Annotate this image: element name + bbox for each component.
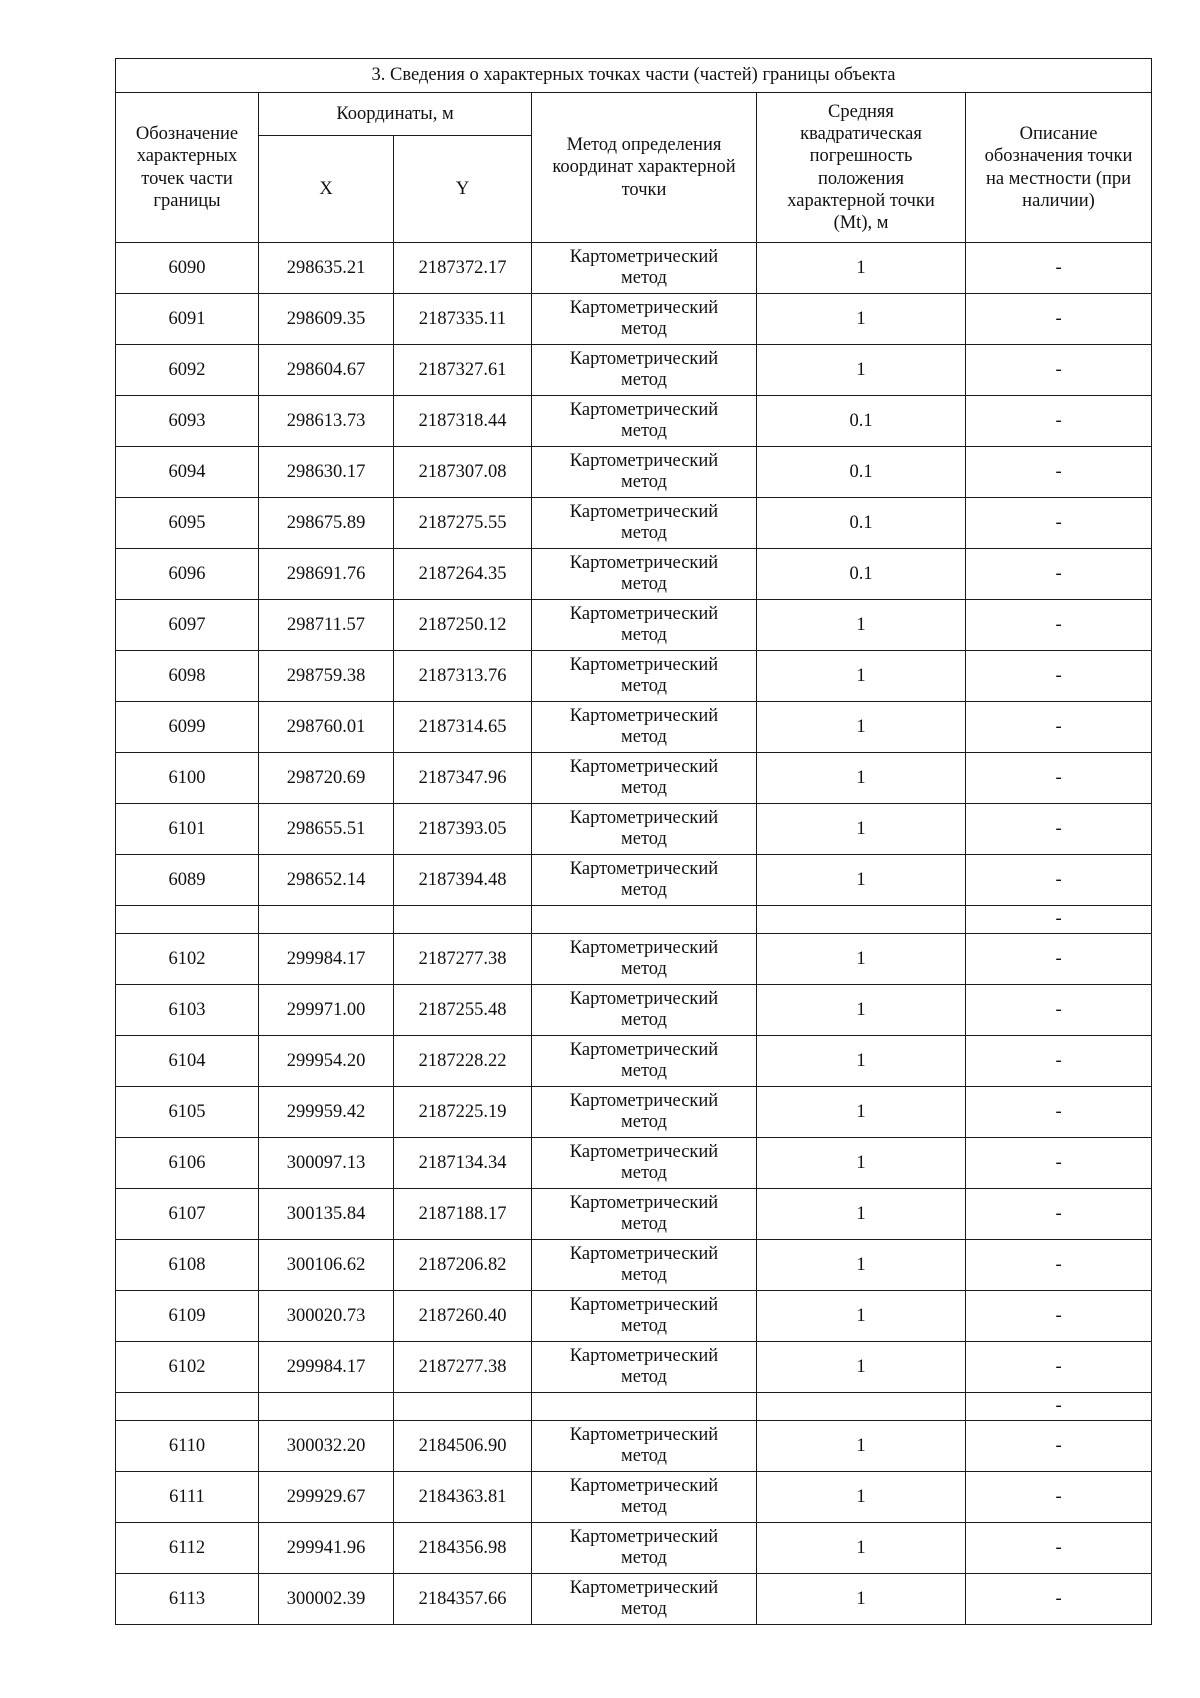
description-cell: - (966, 549, 1152, 600)
x-coordinate-cell: 299929.67 (259, 1472, 394, 1523)
table-row-separator (116, 906, 1152, 934)
method-line: Картометрический (569, 858, 719, 879)
method-line: Картометрический (569, 1090, 719, 1111)
table-row (116, 1036, 1152, 1087)
method-line: Картометрический (569, 654, 719, 675)
method-line: Картометрический (569, 1345, 719, 1366)
table-row (116, 855, 1152, 906)
method-cell (532, 549, 757, 600)
method-cell (532, 1523, 757, 1574)
method-line: Картометрический (569, 246, 719, 267)
method-cell (532, 345, 757, 396)
error-cell: 1 (757, 1523, 966, 1574)
header-method (532, 93, 757, 243)
description-cell: - (966, 1393, 1152, 1421)
method-line: Картометрический (569, 450, 719, 471)
error-cell: 1 (757, 345, 966, 396)
method-cell (532, 1421, 757, 1472)
point-cell: 6100 (116, 753, 259, 804)
method-line: метод (621, 421, 667, 441)
method-line: Картометрический (569, 1192, 719, 1213)
point-cell: 6094 (116, 447, 259, 498)
method-cell (532, 1036, 757, 1087)
point-cell: 6098 (116, 651, 259, 702)
header-description-line: наличии) (1022, 190, 1095, 211)
x-coordinate-cell: 300097.13 (259, 1138, 394, 1189)
error-cell: 1 (757, 243, 966, 294)
y-coordinate-cell: 2187255.48 (394, 985, 532, 1036)
empty-cell (757, 1393, 966, 1421)
table-row-separator (116, 1393, 1152, 1421)
y-coordinate-cell: 2187228.22 (394, 1036, 532, 1087)
point-cell: 6106 (116, 1138, 259, 1189)
y-coordinate-cell: 2187188.17 (394, 1189, 532, 1240)
description-cell: - (966, 1472, 1152, 1523)
empty-cell (116, 906, 259, 934)
description-cell: - (966, 396, 1152, 447)
method-line: метод (621, 1367, 667, 1387)
table-row (116, 1472, 1152, 1523)
method-line: метод (621, 1265, 667, 1285)
method-line: Картометрический (569, 705, 719, 726)
y-coordinate-cell: 2187314.65 (394, 702, 532, 753)
method-cell (532, 396, 757, 447)
y-coordinate-cell: 2184363.81 (394, 1472, 532, 1523)
method-line: Картометрический (569, 756, 719, 777)
header-error-line: положения (818, 168, 904, 189)
point-cell: 6109 (116, 1291, 259, 1342)
method-line: метод (621, 880, 667, 900)
method-line: Картометрический (569, 1294, 719, 1315)
description-cell: - (966, 1523, 1152, 1574)
description-cell: - (966, 1087, 1152, 1138)
point-cell: 6095 (116, 498, 259, 549)
header-x: X (259, 136, 394, 243)
method-line: Картометрический (569, 399, 719, 420)
y-coordinate-cell: 2187275.55 (394, 498, 532, 549)
x-coordinate-cell: 298604.67 (259, 345, 394, 396)
header-error-line: Средняя (828, 101, 894, 122)
header-method-line: координат характерной (552, 157, 736, 178)
header-error-line: квадратическая (800, 124, 922, 145)
method-line: метод (621, 1010, 667, 1030)
y-coordinate-cell: 2187264.35 (394, 549, 532, 600)
header-designation-line: характерных (136, 146, 238, 167)
method-cell (532, 753, 757, 804)
method-line: Картометрический (569, 297, 719, 318)
x-coordinate-cell: 299941.96 (259, 1523, 394, 1574)
table-row (116, 498, 1152, 549)
method-line: Картометрический (569, 1526, 719, 1547)
table-row (116, 600, 1152, 651)
x-coordinate-cell: 298652.14 (259, 855, 394, 906)
empty-cell (394, 906, 532, 934)
error-cell: 0.1 (757, 498, 966, 549)
table-row (116, 1087, 1152, 1138)
header-method-line: точки (621, 179, 667, 200)
error-cell: 1 (757, 804, 966, 855)
error-cell: 1 (757, 294, 966, 345)
error-cell: 1 (757, 855, 966, 906)
table-row (116, 1523, 1152, 1574)
y-coordinate-cell: 2184357.66 (394, 1574, 532, 1625)
method-line: Картометрический (569, 988, 719, 1009)
boundary-points-table (115, 58, 1152, 1625)
header-method-line: Метод определения (566, 135, 722, 156)
table-row (116, 1138, 1152, 1189)
y-coordinate-cell: 2187372.17 (394, 243, 532, 294)
empty-cell (532, 906, 757, 934)
table-row (116, 934, 1152, 985)
method-cell (532, 447, 757, 498)
header-description-line: обозначения точки (984, 146, 1133, 167)
header-designation-line: Обозначение (135, 124, 239, 145)
method-line: метод (621, 1112, 667, 1132)
point-cell: 6101 (116, 804, 259, 855)
y-coordinate-cell: 2184506.90 (394, 1421, 532, 1472)
point-cell: 6105 (116, 1087, 259, 1138)
point-cell: 6099 (116, 702, 259, 753)
x-coordinate-cell: 298635.21 (259, 243, 394, 294)
method-cell (532, 985, 757, 1036)
table-row (116, 1574, 1152, 1625)
y-coordinate-cell: 2187206.82 (394, 1240, 532, 1291)
description-cell: - (966, 345, 1152, 396)
table-row (116, 1189, 1152, 1240)
method-cell (532, 294, 757, 345)
method-cell (532, 1291, 757, 1342)
method-cell (532, 1138, 757, 1189)
point-cell: 6093 (116, 396, 259, 447)
method-line: метод (621, 778, 667, 798)
method-cell (532, 1087, 757, 1138)
x-coordinate-cell: 298711.57 (259, 600, 394, 651)
point-cell: 6102 (116, 934, 259, 985)
method-cell (532, 600, 757, 651)
method-line: метод (621, 268, 667, 288)
method-line: метод (621, 1599, 667, 1619)
description-cell: - (966, 1138, 1152, 1189)
error-cell: 1 (757, 1036, 966, 1087)
method-cell (532, 1240, 757, 1291)
x-coordinate-cell: 298759.38 (259, 651, 394, 702)
point-cell: 6091 (116, 294, 259, 345)
method-cell (532, 1472, 757, 1523)
method-line: Картометрический (569, 937, 719, 958)
method-cell (532, 498, 757, 549)
empty-cell (757, 906, 966, 934)
method-cell (532, 804, 757, 855)
error-cell: 1 (757, 702, 966, 753)
x-coordinate-cell: 298655.51 (259, 804, 394, 855)
table-row (116, 1291, 1152, 1342)
y-coordinate-cell: 2187307.08 (394, 447, 532, 498)
method-line: Картометрический (569, 1577, 719, 1598)
description-cell: - (966, 985, 1152, 1036)
method-cell (532, 1189, 757, 1240)
x-coordinate-cell: 300002.39 (259, 1574, 394, 1625)
error-cell: 0.1 (757, 396, 966, 447)
error-cell: 1 (757, 985, 966, 1036)
table-row (116, 651, 1152, 702)
error-cell: 1 (757, 1291, 966, 1342)
x-coordinate-cell: 298720.69 (259, 753, 394, 804)
x-coordinate-cell: 300032.20 (259, 1421, 394, 1472)
y-coordinate-cell: 2187393.05 (394, 804, 532, 855)
description-cell: - (966, 855, 1152, 906)
x-coordinate-cell: 300135.84 (259, 1189, 394, 1240)
method-line: Картометрический (569, 501, 719, 522)
point-cell: 6096 (116, 549, 259, 600)
y-coordinate-cell: 2187394.48 (394, 855, 532, 906)
method-line: Картометрический (569, 1424, 719, 1445)
y-coordinate-cell: 2187347.96 (394, 753, 532, 804)
method-line: Картометрический (569, 1141, 719, 1162)
description-cell: - (966, 447, 1152, 498)
description-cell: - (966, 243, 1152, 294)
header-error-line: погрешность (809, 146, 913, 167)
empty-cell (394, 1393, 532, 1421)
method-line: метод (621, 1446, 667, 1466)
method-line: Картометрический (569, 552, 719, 573)
method-cell (532, 702, 757, 753)
method-line: метод (621, 727, 667, 747)
method-line: Картометрический (569, 807, 719, 828)
error-cell: 1 (757, 1342, 966, 1393)
method-line: метод (621, 1497, 667, 1517)
y-coordinate-cell: 2184356.98 (394, 1523, 532, 1574)
error-cell: 1 (757, 1240, 966, 1291)
error-cell: 1 (757, 934, 966, 985)
method-line: метод (621, 829, 667, 849)
header-designation (116, 93, 259, 243)
description-cell: - (966, 1574, 1152, 1625)
table-row (116, 1421, 1152, 1472)
description-cell: - (966, 1342, 1152, 1393)
header-row-1 (116, 93, 1152, 136)
error-cell: 1 (757, 1189, 966, 1240)
table-row (116, 549, 1152, 600)
method-line: метод (621, 1548, 667, 1568)
y-coordinate-cell: 2187277.38 (394, 934, 532, 985)
empty-cell (259, 906, 394, 934)
error-cell: 1 (757, 1138, 966, 1189)
x-coordinate-cell: 299971.00 (259, 985, 394, 1036)
method-cell (532, 651, 757, 702)
method-cell (532, 243, 757, 294)
method-line: метод (621, 1163, 667, 1183)
error-cell: 0.1 (757, 447, 966, 498)
description-cell: - (966, 702, 1152, 753)
x-coordinate-cell: 300106.62 (259, 1240, 394, 1291)
header-description-line: Описание (1019, 124, 1098, 145)
description-cell: - (966, 906, 1152, 934)
x-coordinate-cell: 299984.17 (259, 934, 394, 985)
description-cell: - (966, 934, 1152, 985)
table-row (116, 294, 1152, 345)
x-coordinate-cell: 298760.01 (259, 702, 394, 753)
point-cell: 6110 (116, 1421, 259, 1472)
method-line: Картометрический (569, 603, 719, 624)
error-cell: 1 (757, 1421, 966, 1472)
method-line: метод (621, 625, 667, 645)
x-coordinate-cell: 299954.20 (259, 1036, 394, 1087)
y-coordinate-cell: 2187225.19 (394, 1087, 532, 1138)
method-line: метод (621, 959, 667, 979)
method-line: метод (621, 1316, 667, 1336)
description-cell: - (966, 294, 1152, 345)
header-description (966, 93, 1152, 243)
point-cell: 6089 (116, 855, 259, 906)
description-cell: - (966, 1291, 1152, 1342)
error-cell: 1 (757, 1087, 966, 1138)
table-row (116, 804, 1152, 855)
point-cell: 6112 (116, 1523, 259, 1574)
table-row (116, 1240, 1152, 1291)
x-coordinate-cell: 298675.89 (259, 498, 394, 549)
description-cell: - (966, 753, 1152, 804)
method-cell (532, 855, 757, 906)
x-coordinate-cell: 298691.76 (259, 549, 394, 600)
y-coordinate-cell: 2187313.76 (394, 651, 532, 702)
method-line: метод (621, 1214, 667, 1234)
table-row (116, 753, 1152, 804)
y-coordinate-cell: 2187327.61 (394, 345, 532, 396)
empty-cell (259, 1393, 394, 1421)
header-designation-line: границы (153, 190, 221, 211)
method-line: метод (621, 676, 667, 696)
header-coordinates: Координаты, м (259, 93, 532, 136)
description-cell: - (966, 804, 1152, 855)
method-line: Картометрический (569, 1475, 719, 1496)
point-cell: 6107 (116, 1189, 259, 1240)
y-coordinate-cell: 2187335.11 (394, 294, 532, 345)
description-cell: - (966, 1421, 1152, 1472)
method-line: метод (621, 370, 667, 390)
point-cell: 6097 (116, 600, 259, 651)
method-line: метод (621, 1061, 667, 1081)
point-cell: 6092 (116, 345, 259, 396)
method-cell (532, 1342, 757, 1393)
method-line: метод (621, 574, 667, 594)
error-cell: 0.1 (757, 549, 966, 600)
method-line: Картометрический (569, 348, 719, 369)
empty-cell (116, 1393, 259, 1421)
description-cell: - (966, 498, 1152, 549)
table-row (116, 243, 1152, 294)
point-cell: 6090 (116, 243, 259, 294)
header-error-line: (Mt), м (833, 212, 889, 233)
x-coordinate-cell: 298613.73 (259, 396, 394, 447)
method-line: метод (621, 472, 667, 492)
error-cell: 1 (757, 1574, 966, 1625)
method-line: метод (621, 523, 667, 543)
description-cell: - (966, 1189, 1152, 1240)
description-cell: - (966, 600, 1152, 651)
description-cell: - (966, 1240, 1152, 1291)
x-coordinate-cell: 299984.17 (259, 1342, 394, 1393)
point-cell: 6104 (116, 1036, 259, 1087)
x-coordinate-cell: 300020.73 (259, 1291, 394, 1342)
header-description-line: на местности (при (985, 168, 1132, 189)
method-cell (532, 1574, 757, 1625)
error-cell: 1 (757, 651, 966, 702)
description-cell: - (966, 1036, 1152, 1087)
description-cell: - (966, 651, 1152, 702)
table-row (116, 1342, 1152, 1393)
y-coordinate-cell: 2187134.34 (394, 1138, 532, 1189)
method-line: метод (621, 319, 667, 339)
title-row (116, 59, 1152, 93)
header-error-line: характерной точки (787, 190, 935, 211)
table-row (116, 345, 1152, 396)
y-coordinate-cell: 2187250.12 (394, 600, 532, 651)
y-coordinate-cell: 2187318.44 (394, 396, 532, 447)
x-coordinate-cell: 298609.35 (259, 294, 394, 345)
error-cell: 1 (757, 600, 966, 651)
point-cell: 6103 (116, 985, 259, 1036)
error-cell: 1 (757, 1472, 966, 1523)
empty-cell (532, 1393, 757, 1421)
table-row (116, 396, 1152, 447)
x-coordinate-cell: 298630.17 (259, 447, 394, 498)
table-title: 3. Сведения о характерных точках части (частей) границы объекта (116, 59, 1152, 93)
header-designation-line: точек части (141, 168, 233, 189)
header-y: Y (394, 136, 532, 243)
point-cell: 6111 (116, 1472, 259, 1523)
method-line: Картометрический (569, 1243, 719, 1264)
error-cell: 1 (757, 753, 966, 804)
y-coordinate-cell: 2187277.38 (394, 1342, 532, 1393)
point-cell: 6102 (116, 1342, 259, 1393)
method-cell (532, 934, 757, 985)
table-row (116, 447, 1152, 498)
x-coordinate-cell: 299959.42 (259, 1087, 394, 1138)
method-line: Картометрический (569, 1039, 719, 1060)
y-coordinate-cell: 2187260.40 (394, 1291, 532, 1342)
point-cell: 6113 (116, 1574, 259, 1625)
header-error (757, 93, 966, 243)
point-cell: 6108 (116, 1240, 259, 1291)
table-row (116, 702, 1152, 753)
table-row (116, 985, 1152, 1036)
